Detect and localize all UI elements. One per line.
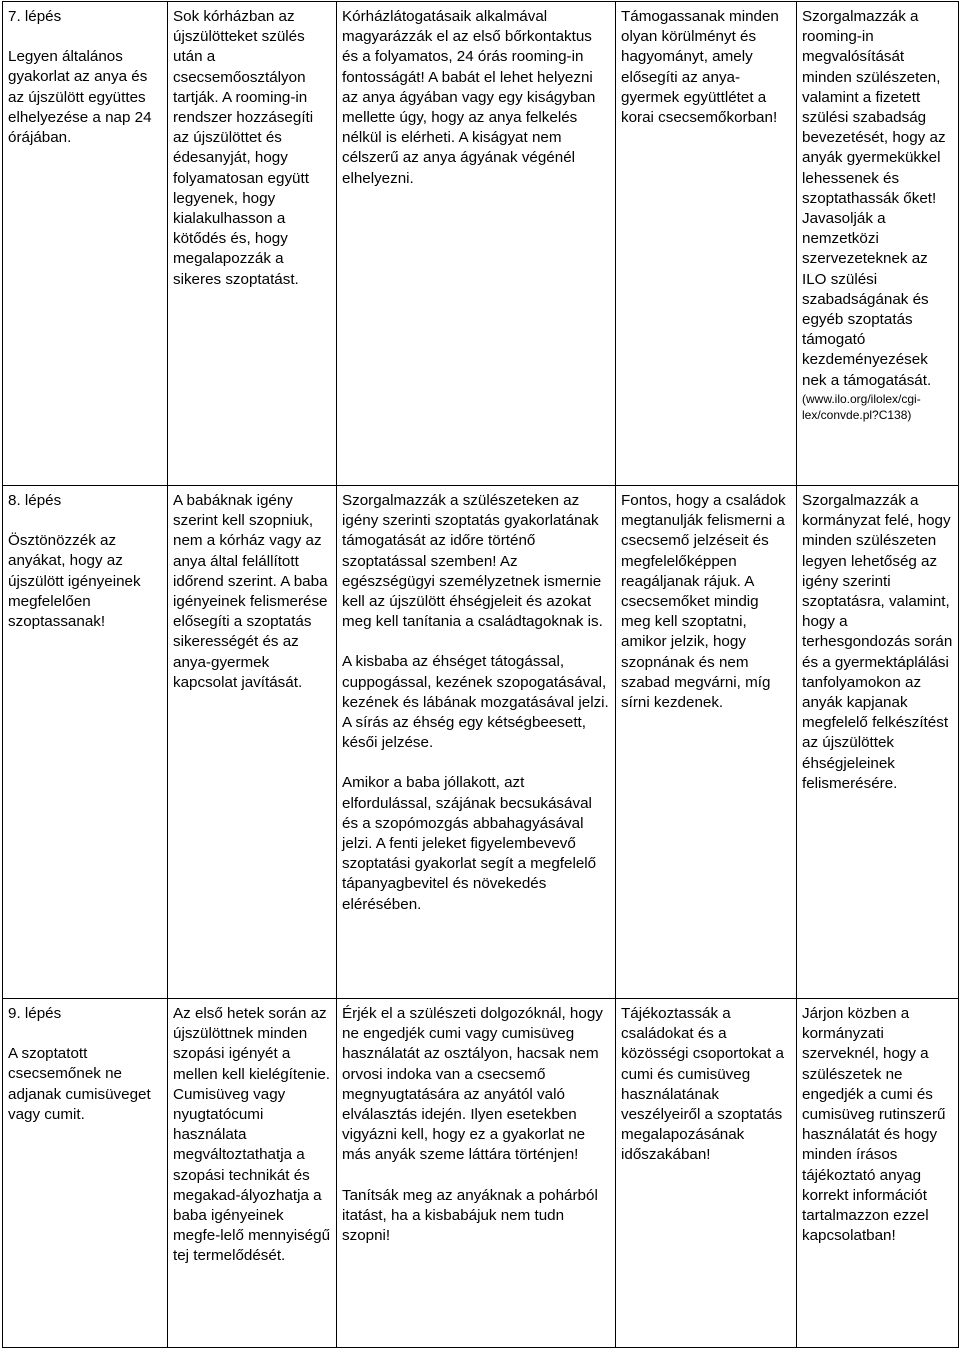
community-paragraph: Fontos, hogy a családok megtanulják felismerni a csecsemő jelzéseit és megfelelőképpen reagáljanak rájuk. A csecsemőket mindig meg kell szoptatni, amikor jelzik, hogy szopnának és nem szabad megvárni, míg sírni kezdenek. bbox=[621, 492, 786, 712]
government-paragraph: Szorgalmazzák a kormányzat felé, hogy minden szülészeten legyen lehetőség az igény szerinti szoptatásra, valamint, hogy a terhesgondozás során és a gyermektáplálási tanfolyamokon az anyák kapjanak megfelelő felkészítést az újszülöttek éhségjeleinek felismerésére. bbox=[802, 492, 953, 792]
hospital-cell bbox=[168, 2, 337, 486]
step-row bbox=[3, 999, 959, 1348]
hospital-paragraph: Sok kórházban az újszülötteket szülés után a csecsemőosztályon tartják. A rooming-in rendszer hozzásegíti az újszülöttet és édesanyját, hogy folyamatosan együtt legyenek, hogy kialakulhasson a kötődés és, hogy megalapozzák a sikeres szoptatást. bbox=[173, 8, 314, 288]
step-cell bbox=[3, 999, 168, 1348]
step-title: A szoptatott csecsemőnek ne adjanak cumisüveget vagy cumit. bbox=[8, 1045, 151, 1123]
ilo-reference-note: (www.ilo.org/ilolex/cgi-lex/convde.pl?C138) bbox=[802, 391, 921, 422]
community-cell bbox=[616, 999, 797, 1348]
government-paragraph: Járjon közben a kormányzati szerveknél, hogy a szülészetek ne engedjék a cumi és cumisüveg rutinszerű használatát és hogy minden írásos tájékoztató anyag korrekt információt tartalmazzon ezzel kapcsolatban! bbox=[802, 1005, 946, 1245]
document-page bbox=[2, 1, 958, 1351]
staff-paragraph: Amikor a baba jóllakott, azt elfordulással, szájának becsukásával és a szopómozgás abbahagyásával jelzi. A fenti jeleket figyelembevevő szoptatási gyakorlat segít a megfelelő tápanyagbevitel és növekedés elérésében. bbox=[342, 774, 597, 913]
hospital-paragraph: A babáknak igény szerint kell szopniuk, nem a kórház vagy az anya által felállított időrend szerint. A baba igényeinek felismerése elősegíti a szoptatás sikerességét és az anya-gyermek kapcsolat javítását. bbox=[173, 492, 328, 691]
staff-cell bbox=[337, 999, 616, 1348]
breastfeeding-steps-table bbox=[2, 1, 959, 1348]
step-number: 8. lépés bbox=[8, 492, 62, 509]
government-cell bbox=[797, 2, 959, 486]
community-cell bbox=[616, 2, 797, 486]
staff-paragraph: A kisbaba az éhséget tátogással, cuppogással, kezének szopogatásával, kezének és lábának mozgatásával jelzi. A sírás az éhség egy kétségbeesett, késői jelzése. bbox=[342, 653, 609, 752]
step-title: Legyen általános gyakorlat az anya és az újszülött együttes elhelyezése a nap 24 órájában. bbox=[8, 48, 152, 147]
hospital-paragraph: Az első hetek során az újszülöttnek minden szopási igényét a mellen kell kielégítenie. Cumisüveg vagy nyugtatócumi használata megváltoztathatja a szopási technikát és megakad-ályozhatja a baba igényeinek megfe-lelő mennyiségű tej termelődését. bbox=[173, 1005, 331, 1265]
staff-paragraph: Tanítsák meg az anyáknak a pohárból itatást, ha a kisbabájuk nem tudn szopni! bbox=[342, 1186, 598, 1245]
step-number: 7. lépés bbox=[8, 8, 62, 25]
government-cell bbox=[797, 999, 959, 1348]
government-paragraph: Szorgalmazzák a rooming-in megvalósítását minden szülészeten, valamint a fizetett szülési szabadság bevezetését, hogy az anyák gyermekükkel lehessenek és szoptathassák őket! Javasolják a nemzetközi szervezeteknek az ILO szülési szabadságának és egyéb szoptatás támogató kezdeményezések nek a támogatását. bbox=[802, 8, 946, 389]
staff-paragraph: Kórházlátogatásaik alkalmával magyarázzák el az első bőrkontaktus és a folyamatos, 24 órás rooming-in fontosságát! A babát el lehet helyezni az anya ágyában vagy egy kiságyban mellette úgy, hogy az anya felkelés nélkül is elérheti. A kiságyat nem célszerű az anya ágyának végénél elhelyezni. bbox=[342, 8, 596, 187]
staff-paragraph: Szorgalmazzák a szülészeteken az igény szerinti szoptatás gyakorlatának támogatását az időre történő szoptatással szemben! Az egészségügyi személyzetnek ismernie kell az újszülött éhségjeleit és azokat meg kell tanítania a családtagoknak is. bbox=[342, 492, 603, 631]
staff-cell bbox=[337, 2, 616, 486]
step-cell bbox=[3, 2, 168, 486]
community-cell bbox=[616, 486, 797, 999]
step-title: Ösztönözzék az anyákat, hogy az újszülött igényeinek megfelelően szoptassanak! bbox=[8, 532, 141, 631]
staff-cell bbox=[337, 486, 616, 999]
staff-paragraph: Érjék el a szülészeti dolgozóknál, hogy ne engedjék cumi vagy cumisüveg használatát az osztályon, hacsak nem orvosi indoka van a csecsemő megnyugtatására az anyától való elválasztás idején. Ilyen esetekben vigyázni kell, hogy ez a gyakorlat ne más anyák szeme láttára történjen! bbox=[342, 1005, 603, 1164]
government-cell bbox=[797, 486, 959, 999]
step-row bbox=[3, 2, 959, 486]
step-number: 9. lépés bbox=[8, 1005, 62, 1022]
hospital-cell bbox=[168, 486, 337, 999]
hospital-cell bbox=[168, 999, 337, 1348]
community-paragraph: Tájékoztassák a családokat és a közösségi csoportokat a cumi és cumisüveg használatának veszélyeiről a szoptatás megalapozásának időszakában! bbox=[621, 1005, 784, 1164]
community-paragraph: Támogassanak minden olyan körülményt és hagyományt, amely elősegíti az anya-gyermek együttlétet a korai csecsemőkorban! bbox=[621, 8, 779, 127]
step-row bbox=[3, 486, 959, 999]
step-cell bbox=[3, 486, 168, 999]
